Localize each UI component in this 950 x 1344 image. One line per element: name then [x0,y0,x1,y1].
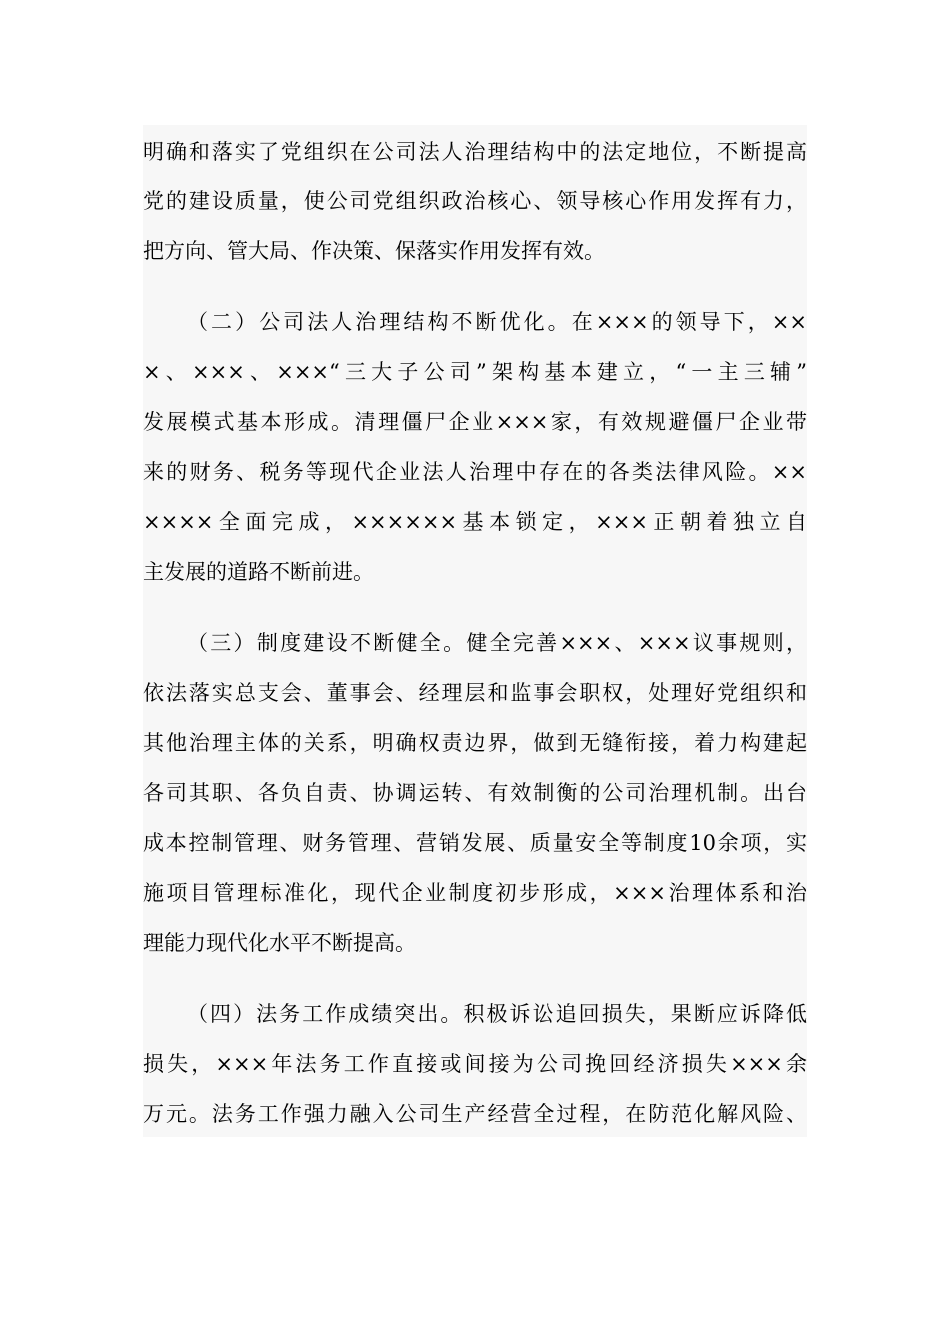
paragraph-3-line-6: 施项目管理标准化，现代企业制度初步形成，×××治理体系和治 [143,881,807,905]
paragraph-3-line-4: 各司其职、各负自责、协调运转、有效制衡的公司治理机制。出台 [143,781,807,805]
paragraph-4-line-2: 损失，×××年法务工作直接或间接为公司挽回经济损失×××余 [143,1052,807,1076]
paragraph-4-line-3: 万元。法务工作强力融入公司生产经营全过程，在防范化解风险、 [143,1102,807,1126]
paragraph-3-line-1: （三）制度建设不断健全。健全完善×××、×××议事规则， [187,631,807,655]
paragraph-2-line-5: ××××全面完成，××××××基本锁定，×××正朝着独立自 [143,510,807,534]
paragraph-3-line-7: 理能力现代化水平不断提高。 [143,931,416,955]
paragraph-1-line-2: 党的建设质量，使公司党组织政治核心、领导核心作用发挥有力， [143,189,807,213]
paragraph-1-line-3: 把方向、管大局、作决策、保落实作用发挥有效。 [143,239,605,263]
paragraph-3-line-2: 依法落实总支会、董事会、经理层和监事会职权，处理好党组织和 [143,681,807,705]
paragraph-3-line-3: 其他治理主体的关系，明确权责边界，做到无缝衔接，着力构建起 [143,731,807,755]
paragraph-1-line-1: 明确和落实了党组织在公司法人治理结构中的法定地位，不断提高 [143,140,807,164]
document-body [143,125,807,1137]
paragraph-3-line-5: 成本控制管理、财务管理、营销发展、质量安全等制度10余项，实 [143,831,807,855]
paragraph-2-line-4: 来的财务、税务等现代企业法人治理中存在的各类法律风险。×× [143,460,807,484]
paragraph-4-line-1: （四）法务工作成绩突出。积极诉讼追回损失，果断应诉降低 [187,1002,807,1026]
paragraph-2-line-1: （二）公司法人治理结构不断优化。在×××的领导下，×× [187,310,807,334]
paragraph-2-line-3: 发展模式基本形成。清理僵尸企业×××家，有效规避僵尸企业带 [143,410,807,434]
paragraph-2-line-2: ×、×××、×××“三大子公司”架构基本建立，“一主三辅” [143,360,807,384]
paragraph-2-line-6: 主发展的道路不断前进。 [143,560,374,584]
